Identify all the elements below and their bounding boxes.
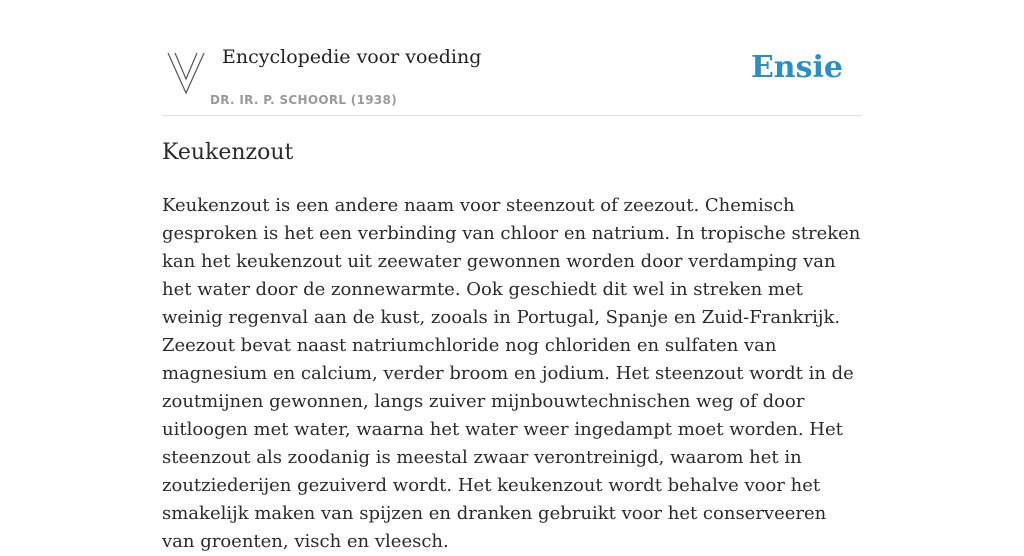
book-author: DR. IR. P. SCHOORL (1938) [210, 93, 397, 107]
book-title[interactable]: Encyclopedie voor voeding [222, 46, 482, 68]
ensie-logo-link[interactable]: Ensie [750, 50, 843, 85]
entry-title: Keukenzout [162, 140, 294, 165]
v-logo-icon[interactable] [166, 49, 206, 95]
entry-text: Keukenzout is een andere naam voor steenzout of zeezout. Chemisch gesproken is het een verbinding van chloor en natrium. In tropische streken kan het keukenzout uit zeewater gewonnen worden door verdamping van het water door de zonnewarmte. Ook geschiedt dit wel in streken met weinig regenval aan de kust, zooals in Portugal, Spanje en Zuid-Frankrijk. Zeezout bevat naast natriumchloride nog chloriden en sulfaten van magnesium en calcium, verder broom en jodium. Het steenzout wordt in de zoutmijnen gewonnen, langs zuiver mijnbouwtechnischen weg of door uitloogen met water, waarna het water weer ingedampt moet worden. Het steenzout als zoodanig is meestal zwaar verontreinigd, waarom het in zoutziederijen gezuiverd wordt. Het keukenzout wordt behalve voor het smakelijk maken van spijzen en dranken gebruikt voor het conserveeren van groenten, visch en vleesch. [162, 195, 861, 552]
book-header [162, 40, 862, 116]
